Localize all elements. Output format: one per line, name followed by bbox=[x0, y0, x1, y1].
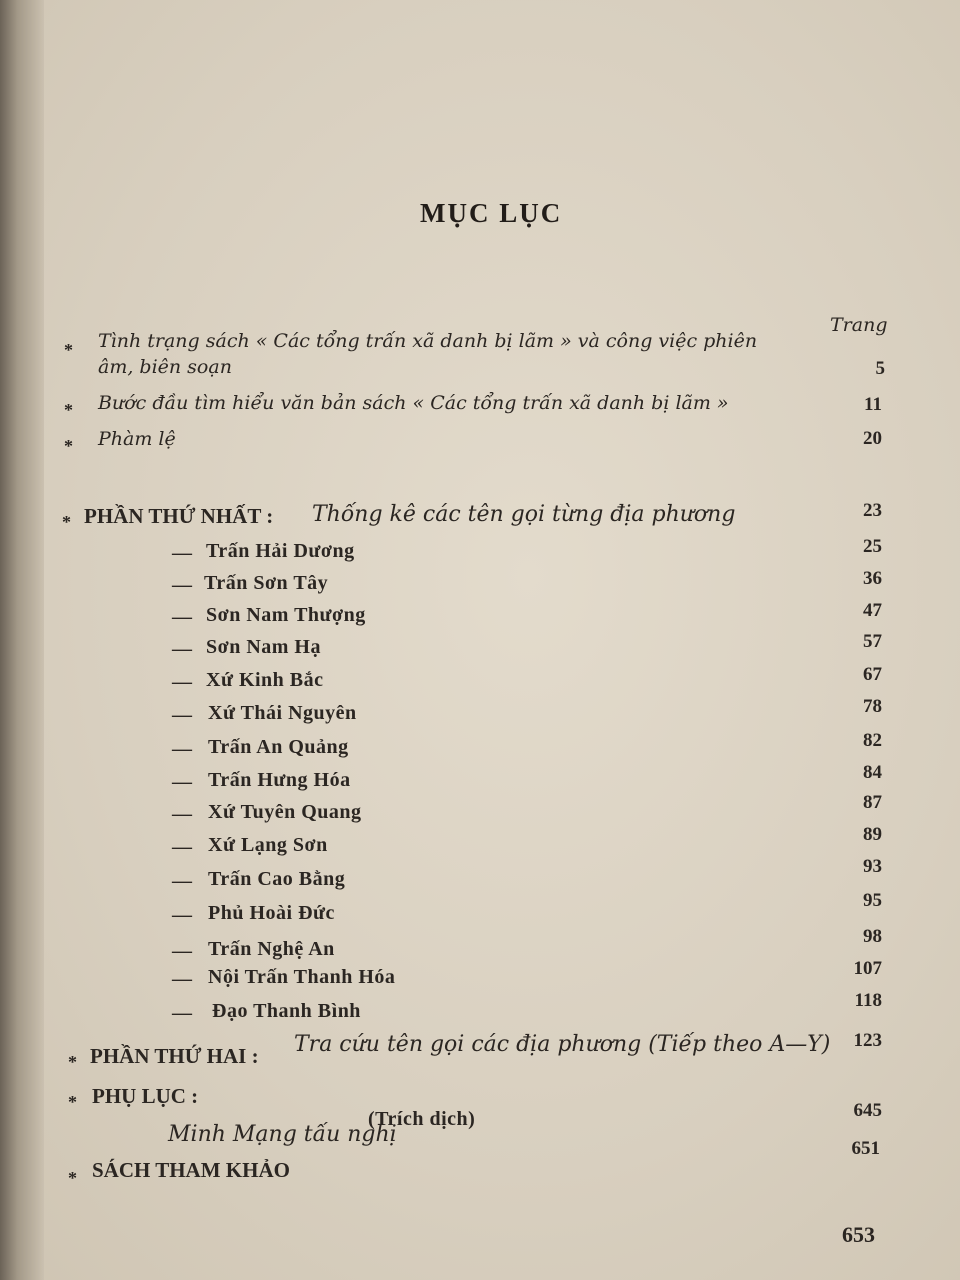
appendix-page-number: 645 bbox=[853, 1100, 882, 1121]
entry-title: Phàm lệ bbox=[98, 428, 176, 450]
sub-entry-page-number: 95 bbox=[863, 890, 882, 911]
appendix-sub-note: (Trích dịch) bbox=[368, 1108, 476, 1130]
sub-entry-title: Trấn Hưng Hóa bbox=[208, 769, 351, 791]
dash-marker: — bbox=[172, 904, 192, 926]
entry-title-continued: âm, biên soạn bbox=[98, 356, 232, 378]
dash-marker: — bbox=[172, 940, 192, 962]
page-column-header: Trang bbox=[830, 314, 888, 336]
sub-entry-page-number: 87 bbox=[863, 792, 882, 813]
sub-entry-page-number: 98 bbox=[863, 926, 882, 947]
dash-marker: — bbox=[172, 542, 192, 564]
appendix-marker: * bbox=[68, 1092, 77, 1112]
sub-entry-title: Xứ Lạng Sơn bbox=[208, 834, 328, 856]
dash-marker: — bbox=[172, 638, 192, 660]
appendix-sub-title: Minh Mạng tấu nghị bbox=[168, 1122, 397, 1147]
appendix-label: PHỤ LỤC : bbox=[92, 1084, 199, 1108]
entry-title: Tình trạng sách « Các tổng trấn xã danh bị lãm » và công việc phiên bbox=[98, 330, 758, 352]
sub-entry-page-number: 78 bbox=[863, 696, 882, 717]
sub-entry-title: Xứ Tuyên Quang bbox=[208, 801, 362, 823]
sub-entry-title: Trấn An Quảng bbox=[208, 736, 349, 758]
part-marker: * bbox=[68, 1052, 77, 1072]
sub-entry-title: Đạo Thanh Bình bbox=[212, 1000, 361, 1022]
entry-marker: * bbox=[64, 436, 73, 456]
references-marker: * bbox=[68, 1168, 77, 1188]
dash-marker: — bbox=[172, 836, 192, 858]
sub-entry-title: Xứ Kinh Bắc bbox=[206, 669, 324, 691]
sub-entry-page-number: 82 bbox=[863, 730, 882, 751]
entry-marker: * bbox=[64, 400, 73, 420]
sub-entry-page-number: 118 bbox=[854, 990, 882, 1011]
sub-entry-title: Trấn Hải Dương bbox=[206, 540, 355, 562]
sub-entry-page-number: 57 bbox=[863, 631, 882, 652]
sub-entry-title: Sơn Nam Thượng bbox=[206, 604, 366, 626]
page-folio-number: 653 bbox=[842, 1222, 875, 1247]
entry-marker: * bbox=[64, 340, 73, 360]
sub-entry-page-number: 67 bbox=[863, 664, 882, 685]
entry-title: Bước đầu tìm hiểu văn bản sách « Các tổng trấn xã danh bị lãm » bbox=[98, 392, 729, 414]
dash-marker: — bbox=[172, 803, 192, 825]
sub-entry-title: Sơn Nam Hạ bbox=[206, 636, 321, 658]
sub-entry-page-number: 84 bbox=[863, 762, 882, 783]
sub-entry-title: Trấn Nghệ An bbox=[208, 938, 335, 960]
sub-entry-title: Trấn Sơn Tây bbox=[204, 572, 329, 594]
entry-page-number: 5 bbox=[875, 358, 885, 379]
dash-marker: — bbox=[172, 574, 192, 596]
dash-marker: — bbox=[172, 671, 192, 693]
references-page-number: 651 bbox=[851, 1138, 880, 1159]
sub-entry-page-number: 89 bbox=[863, 824, 882, 845]
sub-entry-title: Nội Trấn Thanh Hóa bbox=[208, 966, 396, 988]
references-label: SÁCH THAM KHẢO bbox=[92, 1158, 290, 1182]
sub-entry-title: Xứ Thái Nguyên bbox=[208, 702, 357, 724]
dash-marker: — bbox=[172, 870, 192, 892]
sub-entry-title: Trấn Cao Bằng bbox=[208, 868, 346, 890]
part-label: PHẦN THỨ HAI : bbox=[90, 1044, 259, 1068]
sub-entry-page-number: 36 bbox=[863, 568, 882, 589]
page-title: MỤC LỤC bbox=[420, 198, 563, 228]
entry-page-number: 11 bbox=[864, 394, 882, 415]
dash-marker: — bbox=[172, 606, 192, 628]
part-page-number: 123 bbox=[853, 1030, 882, 1051]
part-subtitle: Thống kê các tên gọi từng địa phương bbox=[312, 502, 736, 527]
part-marker: * bbox=[62, 512, 71, 532]
dash-marker: — bbox=[172, 968, 192, 990]
sub-entry-page-number: 93 bbox=[863, 856, 882, 877]
dash-marker: — bbox=[172, 704, 192, 726]
sub-entry-title: Phủ Hoài Đức bbox=[208, 902, 335, 924]
part-page-number: 23 bbox=[863, 500, 882, 521]
book-spine-shadow bbox=[0, 0, 44, 1280]
sub-entry-page-number: 107 bbox=[853, 958, 882, 979]
dash-marker: — bbox=[172, 1002, 192, 1024]
part-label: PHẦN THỨ NHẤT : bbox=[84, 504, 274, 528]
sub-entry-page-number: 25 bbox=[863, 536, 882, 557]
part-subtitle: Tra cứu tên gọi các địa phương (Tiếp theo A—Y) bbox=[294, 1032, 831, 1057]
sub-entry-page-number: 47 bbox=[863, 600, 882, 621]
dash-marker: — bbox=[172, 738, 192, 760]
entry-page-number: 20 bbox=[863, 428, 882, 449]
dash-marker: — bbox=[172, 771, 192, 793]
